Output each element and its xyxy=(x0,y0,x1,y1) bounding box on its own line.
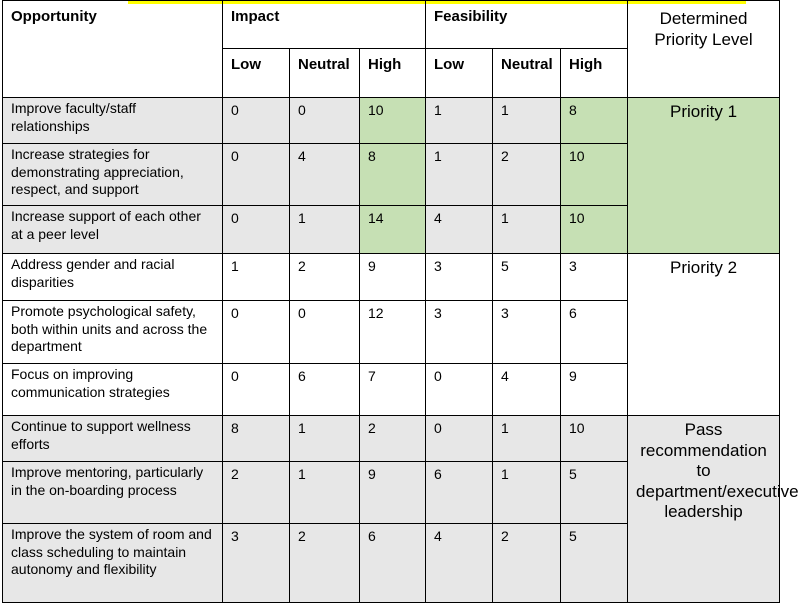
feasibility-low-cell: 6 xyxy=(426,462,493,524)
feasibility-neutral-cell: 5 xyxy=(493,254,561,301)
impact-neutral-cell: 1 xyxy=(290,206,360,254)
feasibility-low-cell: 4 xyxy=(426,524,493,603)
feasibility-low-cell: 0 xyxy=(426,416,493,462)
impact-high-cell: 10 xyxy=(360,98,426,144)
feasibility-high-cell: 5 xyxy=(561,462,628,524)
feasibility-low-cell: 4 xyxy=(426,206,493,254)
header-priority: Determined Priority Level xyxy=(628,1,780,98)
impact-neutral-cell: 0 xyxy=(290,301,360,364)
table-row xyxy=(3,254,780,301)
impact-low-cell: 0 xyxy=(223,98,290,144)
feasibility-neutral-cell: 4 xyxy=(493,364,561,416)
feasibility-low-cell: 3 xyxy=(426,254,493,301)
impact-low-cell: 1 xyxy=(223,254,290,301)
impact-neutral-cell: 6 xyxy=(290,364,360,416)
feasibility-high-cell: 3 xyxy=(561,254,628,301)
impact-high-cell: 6 xyxy=(360,524,426,603)
impact-neutral-cell: 4 xyxy=(290,144,360,206)
impact-high-cell: 2 xyxy=(360,416,426,462)
feasibility-neutral-cell: 1 xyxy=(493,98,561,144)
priority-1-cell: Priority 1 xyxy=(628,98,780,254)
feasibility-neutral-cell: 1 xyxy=(493,462,561,524)
opportunity-cell: Continue to support wellness efforts xyxy=(3,416,223,462)
priority-3-cell: Pass recommendation to department/executive leadership xyxy=(628,416,780,603)
feasibility-neutral-cell: 1 xyxy=(493,416,561,462)
impact-low-cell: 8 xyxy=(223,416,290,462)
header-impact-low: Low xyxy=(223,49,290,98)
header-impact-high: High xyxy=(360,49,426,98)
impact-low-cell: 0 xyxy=(223,364,290,416)
impact-high-cell: 9 xyxy=(360,462,426,524)
impact-low-cell: 0 xyxy=(223,206,290,254)
impact-high-cell: 7 xyxy=(360,364,426,416)
impact-low-cell: 3 xyxy=(223,524,290,603)
impact-neutral-cell: 0 xyxy=(290,98,360,144)
opportunity-cell: Improve the system of room and class scheduling to maintain autonomy and flexibility xyxy=(3,524,223,603)
feasibility-high-cell: 5 xyxy=(561,524,628,603)
feasibility-neutral-cell: 2 xyxy=(493,524,561,603)
table-row xyxy=(3,98,780,144)
feasibility-high-cell: 10 xyxy=(561,144,628,206)
opportunity-cell: Promote psychological safety, both within units and across the department xyxy=(3,301,223,364)
impact-low-cell: 0 xyxy=(223,144,290,206)
header-feasibility-high: High xyxy=(561,49,628,98)
table-row xyxy=(3,416,780,462)
feasibility-low-cell: 0 xyxy=(426,364,493,416)
priority-table xyxy=(2,0,799,603)
opportunity-cell: Address gender and racial disparities xyxy=(3,254,223,301)
impact-high-cell: 9 xyxy=(360,254,426,301)
impact-high-cell: 12 xyxy=(360,301,426,364)
feasibility-high-cell: 10 xyxy=(561,206,628,254)
feasibility-low-cell: 1 xyxy=(426,98,493,144)
impact-neutral-cell: 2 xyxy=(290,524,360,603)
feasibility-low-cell: 3 xyxy=(426,301,493,364)
impact-low-cell: 2 xyxy=(223,462,290,524)
feasibility-low-cell: 1 xyxy=(426,144,493,206)
feasibility-high-cell: 8 xyxy=(561,98,628,144)
header-impact: Impact xyxy=(223,1,426,49)
feasibility-high-cell: 10 xyxy=(561,416,628,462)
impact-high-cell: 14 xyxy=(360,206,426,254)
header-feasibility-low: Low xyxy=(426,49,493,98)
opportunity-cell: Increase support of each other at a peer level xyxy=(3,206,223,254)
feasibility-neutral-cell: 3 xyxy=(493,301,561,364)
header-feasibility: Feasibility xyxy=(426,1,628,49)
impact-neutral-cell: 1 xyxy=(290,416,360,462)
impact-neutral-cell: 1 xyxy=(290,462,360,524)
feasibility-high-cell: 6 xyxy=(561,301,628,364)
opportunity-cell: Increase strategies for demonstrating appreciation, respect, and support xyxy=(3,144,223,206)
header-opportunity: Opportunity xyxy=(3,1,223,98)
priority-2-cell: Priority 2 xyxy=(628,254,780,416)
opportunity-cell: Focus on improving communication strategies xyxy=(3,364,223,416)
impact-high-cell: 8 xyxy=(360,144,426,206)
opportunity-cell: Improve faculty/staff relationships xyxy=(3,98,223,144)
opportunity-cell: Improve mentoring, particularly in the on-boarding process xyxy=(3,462,223,524)
feasibility-neutral-cell: 2 xyxy=(493,144,561,206)
header-impact-neutral: Neutral xyxy=(290,49,360,98)
impact-low-cell: 0 xyxy=(223,301,290,364)
impact-neutral-cell: 2 xyxy=(290,254,360,301)
feasibility-high-cell: 9 xyxy=(561,364,628,416)
feasibility-neutral-cell: 1 xyxy=(493,206,561,254)
header-feasibility-neutral: Neutral xyxy=(493,49,561,98)
